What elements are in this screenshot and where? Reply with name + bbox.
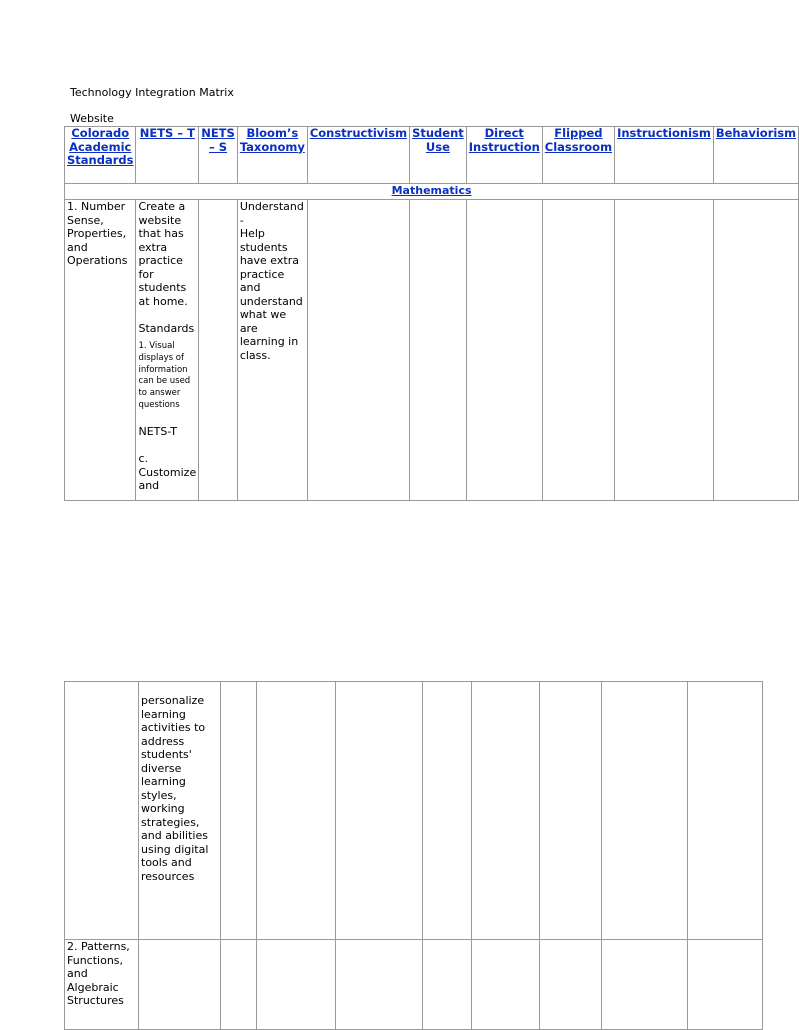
nets-t-continued: NETS-T c. Customize and (138, 425, 197, 493)
constructivism-cell (307, 200, 409, 501)
direct-instruction-cell (472, 682, 540, 940)
matrix-table (64, 126, 799, 501)
behaviorism-cell (688, 682, 763, 940)
student-use-cell (423, 940, 472, 1030)
behaviorism-cell (713, 200, 798, 501)
direct-instruction-cell (466, 200, 542, 501)
flipped-classroom-cell (540, 940, 602, 1030)
section-row (65, 184, 799, 200)
table-row (65, 682, 763, 940)
standard-cell: 2. Patterns, Functions, and Algebraic Structures (65, 940, 139, 1030)
header-blooms-taxonomy[interactable]: Bloom’s Taxonomy (237, 127, 307, 184)
document-title: Technology Integration Matrix (70, 86, 234, 99)
header-flipped-classroom[interactable]: Flipped Classroom (542, 127, 614, 184)
student-use-cell (410, 200, 467, 501)
standard-cell: 1. Number Sense, Properties, and Operations (65, 200, 136, 501)
header-direct-instruction[interactable]: Direct Instruction (466, 127, 542, 184)
student-use-cell (423, 682, 472, 940)
nets-t-text: Create a website that has extra practice for students at home. Standards (138, 200, 195, 335)
instructionism-cell (615, 200, 714, 501)
document-subtitle: Website (70, 112, 114, 125)
direct-instruction-cell (472, 940, 540, 1030)
header-behaviorism[interactable]: Behaviorism (713, 127, 798, 184)
blooms-cell: Understand - Help students have extra practice and understand what we are learning in class. (237, 200, 307, 501)
nets-s-cell (221, 940, 257, 1030)
header-constructivism[interactable]: Constructivism (307, 127, 409, 184)
table-row (65, 940, 763, 1030)
blooms-cell (257, 940, 336, 1030)
nets-t-cell (139, 940, 221, 1030)
standard-cell (65, 682, 139, 940)
header-colorado-academic-standards[interactable]: Colorado Academic Standards (65, 127, 136, 184)
header-instructionism[interactable]: Instructionism (615, 127, 714, 184)
nets-s-cell (199, 200, 238, 501)
nets-s-cell (221, 682, 257, 940)
header-student-use[interactable]: Student Use (410, 127, 467, 184)
nets-t-cell (136, 200, 199, 501)
flipped-classroom-cell (542, 200, 614, 501)
table-row (65, 200, 799, 501)
header-row (65, 127, 799, 184)
matrix-table-continued (64, 681, 763, 1030)
standards-note: 1. Visual displays of information can be used to answer questions (138, 341, 191, 410)
instructionism-cell (602, 940, 688, 1030)
nets-t-cell: personalize learning activities to address students' diverse learning styles, working strategies, and abilities using digital tools and resources (139, 682, 221, 940)
constructivism-cell (336, 682, 423, 940)
section-mathematics[interactable]: Mathematics (65, 184, 799, 200)
instructionism-cell (602, 682, 688, 940)
flipped-classroom-cell (540, 682, 602, 940)
blooms-cell (257, 682, 336, 940)
header-nets-t[interactable]: NETS – T (136, 127, 199, 184)
behaviorism-cell (688, 940, 763, 1030)
constructivism-cell (336, 940, 423, 1030)
header-nets-s[interactable]: NETS – S (199, 127, 238, 184)
